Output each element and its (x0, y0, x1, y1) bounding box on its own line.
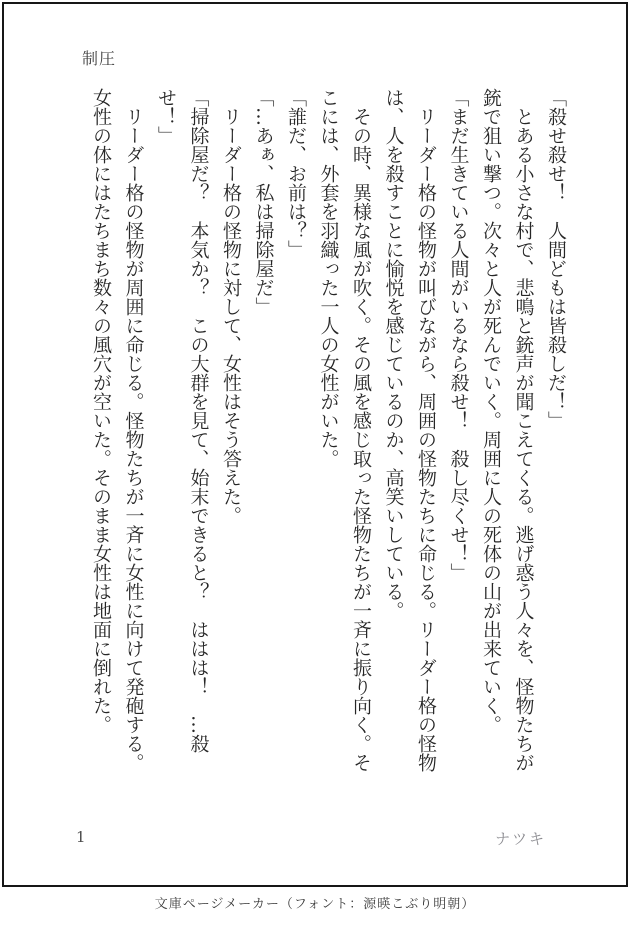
paragraph: 「…あぁ、私は掃除屋だ」 (252, 88, 275, 316)
paragraph: その時、異様な風が吹く。その風を感じ取った怪物たちが一斉に振り向く。そこには、外套を羽織った一人の女性がいた。 (317, 88, 372, 772)
page-title: 制圧 (82, 49, 117, 68)
novel-page (2, 2, 628, 887)
paragraph: 「掃除屋だ？ 本気か？ この大群を見て、始末できると？ ははは！ …殺せ！」 (155, 88, 210, 753)
page-number: 1 (76, 828, 86, 846)
paragraph: 「誰だ、お前は？」 (285, 88, 307, 259)
paragraph: リーダー格の怪物が周囲に命じる。怪物たちが一斉に女性に向けて発砲する。女性の体にはたちまち数々の風穴が空いた。そのまま女性は地面に倒れた。 (90, 88, 145, 772)
paragraph: 「まだ生きている人間がいるなら殺せ！ 殺し尽くせ！」 (447, 88, 470, 582)
footer-caption: 文庫ページメーカー（フォント：源暎こぶり明朝） (154, 897, 476, 912)
paragraph: 「殺せ殺せ！ 人間どもは皆殺しだ！」 (545, 88, 567, 430)
paragraph: リーダー格の怪物に対して、女性はそう答えた。 (220, 88, 242, 525)
paragraph: とある小さな村で、悲鳴と銃声が聞こえてくる。逃げ惑う人々を、怪物たちが銃で狙い撃つ。次々と人が死んでいく。周囲に人の死体の山が出来ていく。 (480, 88, 535, 772)
author-name: ナツキ (495, 830, 546, 848)
paragraph: リーダー格の怪物が叫びながら、周囲の怪物たちに命じる。リーダー格の怪物は、人を殺すことに愉悦を感じているのか、高笑いしている。 (382, 88, 437, 772)
body-text (80, 88, 572, 784)
